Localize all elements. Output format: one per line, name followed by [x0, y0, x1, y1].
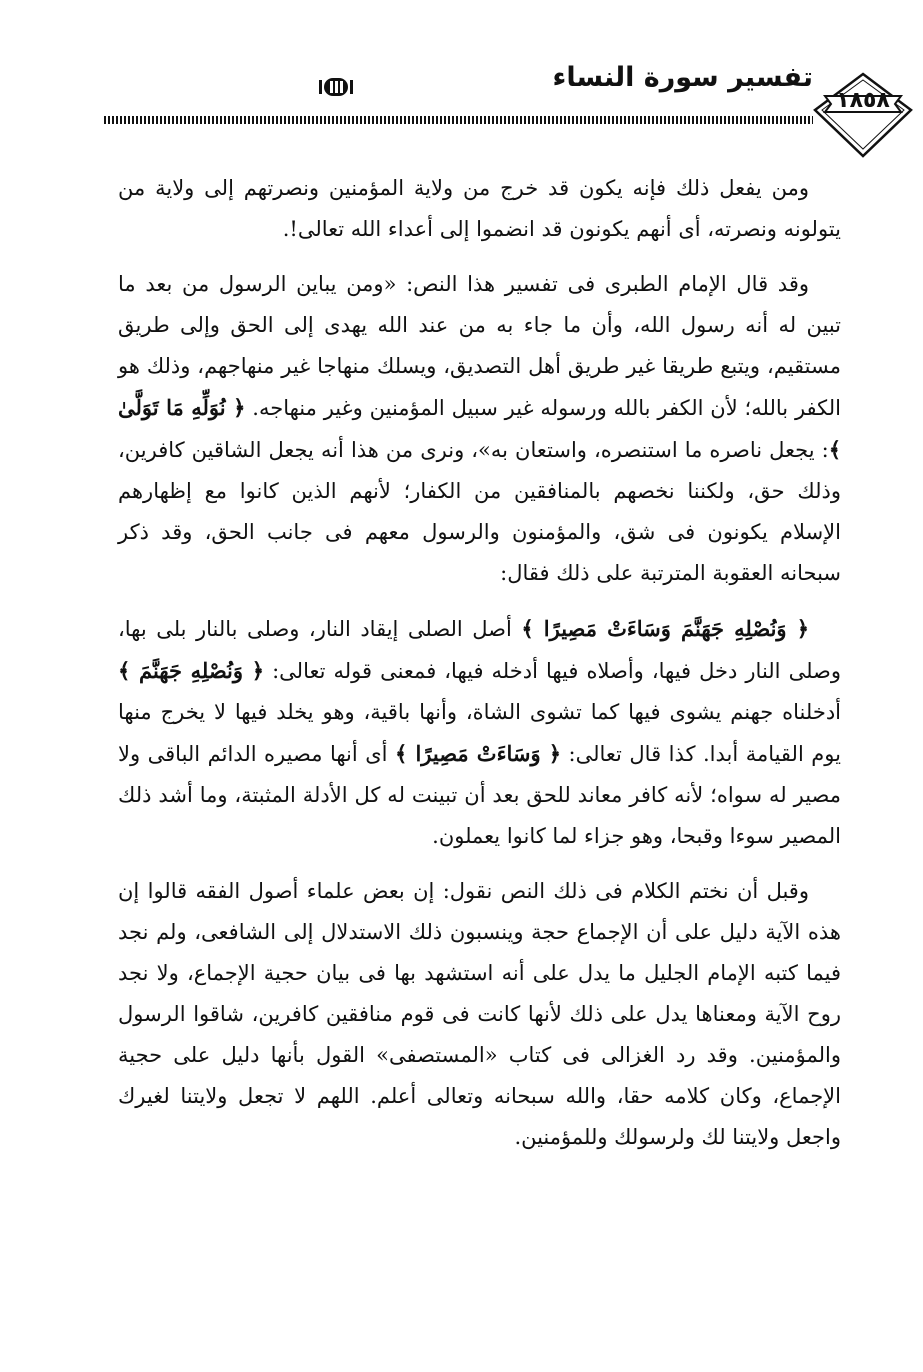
paragraph-3 [118, 608, 841, 857]
paragraph-2-text-b: : يجعل ناصره ما استنصره، واستعان به»، ونرى من هذا أنه يجعل الشاقين كافرين، وذلك حق، ولكننا نخصهم بالمنافقين من الكفار؛ لأنهم الذين كانوا مع إظهارهم الإسلام يكونون فى شق، والمؤمنون والرسول معهم فى جانب الحق، وقد ذكر سبحانه العقوبة المترتبة على ذلك فقال: [118, 438, 841, 585]
paragraph-4-text: وقبل أن نختم الكلام فى ذلك النص نقول: إن بعض علماء أصول الفقه قالوا إن هذه الآية دليل على أن الإجماع حجة وينسبون ذلك الاستدلال إلى الشافعى، ولم نجد فيما كتبه الإمام الجليل ما يدل على أنه استشهد بها فى بيان حجية الإجماع، ولا نجد روح الآية ومعناها يدل على ذلك لأنها كانت فى قوم منافقين كافرين، شاقوا الرسول والمؤمنين. وقد رد الغزالى فى كتاب «المستصفى» القول بأنها دليل على حجية الإجماع، وكان كلامه حقا، والله سبحانه وتعالى أعلم. اللهم لا تجعل ولايتنا لغيرك واجعل ولايتنا لك ولرسولك وللمؤمنين. [118, 879, 841, 1149]
paragraph-1-text: ومن يفعل ذلك فإنه يكون قد خرج من ولاية المؤمنين ونصرتهم إلى ولاية من يتولونه ونصرته، أى أنهم يكونون قد انضموا إلى أعداء الله تعالى!. [118, 176, 841, 241]
page-body [118, 168, 841, 1172]
quran-quote: ﴿ وَنُصْلِهِ جَهَنَّمَ وَسَاءَتْ مَصِيرًا ﴾ [521, 616, 809, 641]
page-header [0, 0, 923, 165]
ornament-icon [318, 74, 354, 100]
paragraph-1 [118, 168, 841, 250]
paragraph-3-text-1: أصل الصلى إيقاد النار، وصلى بالنار بلى بها، وصلى النار دخل فيها، وأصلاه فيها أدخله فيها، فمعنى قوله تعالى: [118, 617, 841, 683]
quran-quote: ﴿ وَسَاءَتْ مَصِيرًا ﴾ [395, 741, 562, 766]
paragraph-2 [118, 264, 841, 594]
paragraph-2-text-a: وقد قال الإمام الطبرى فى تفسير هذا النص: «ومن يباين الرسول من بعد ما تبين له أنه رسول الله، وأن ما جاء به من عند الله يهدى إلى الحق وإلى طريق مستقيم، ويتبع طريقا غير طريق أهل التصديق، ويسلك منهاجا غير منهاجهم، وذلك هو الكفر بالله؛ لأن الكفر بالله ورسوله غير سبيل المؤمنين وغير منهاجه. [118, 272, 841, 420]
quran-quote: ﴿ وَنُصْلِهِ جَهَنَّمَ ﴾ [118, 658, 265, 683]
paragraph-3-text-2: أدخلناه جهنم يشوى فيها كما تشوى الشاة، وأنها باقية، وهو يخلد فيها لا يخرج منها يوم القيامة أبدا. كذا قال تعالى: [118, 700, 841, 766]
page-number-badge-icon [811, 72, 915, 158]
paragraph-3-text-3: أى أنها مصيره الدائم الباقى ولا مصير له سواه؛ لأنه كافر معاند للحق بعد أن تبينت له كل الأدلة المثبتة، وما أشد ذلك المصير سوءا وقبحا، وهو جزاء لما كانوا يعملون. [118, 742, 841, 848]
header-rule [104, 116, 813, 124]
running-title: تفسير سورة النساء [552, 62, 813, 93]
quran-quote: ﴿ نُوَلِّهِ مَا تَوَلَّىٰ ﴾ [118, 395, 841, 462]
page-number: ١٨٥٨ [836, 88, 890, 113]
paragraph-4 [118, 871, 841, 1158]
